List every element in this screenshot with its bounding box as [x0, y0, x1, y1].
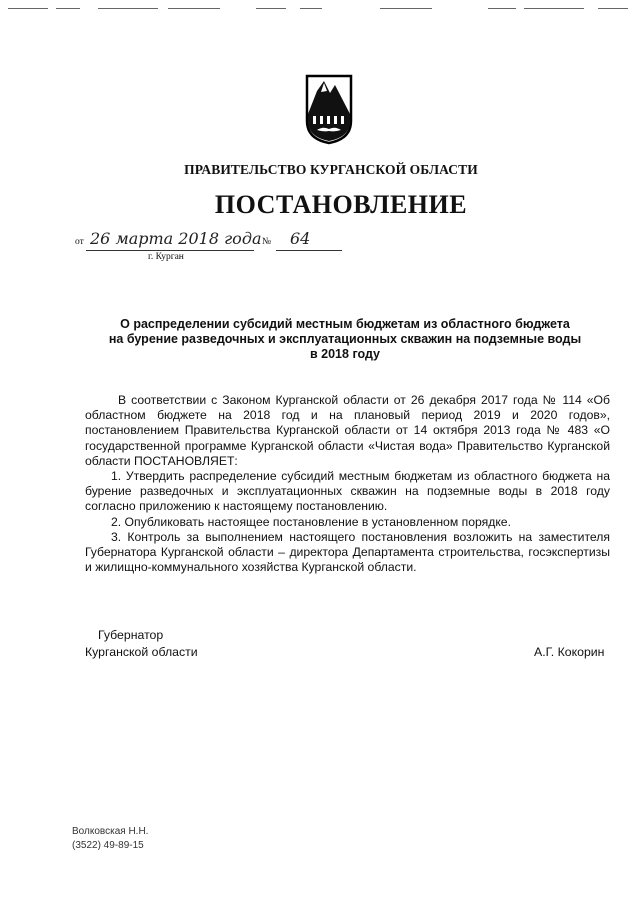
date-underline — [86, 250, 254, 251]
document-type-title: ПОСТАНОВЛЕНИЕ — [214, 190, 468, 219]
city-label: г. Курган — [148, 252, 184, 262]
handwritten-number: 64 — [290, 229, 311, 248]
scan-artifact-lines — [0, 8, 640, 10]
preamble-paragraph: В соответствии с Законом Курганской области от 26 декабря 2017 года № 114 «Об областном бюджете на 2018 год и на плановый период 2019 и 2020 годов», постановлением Правительства Курганской области от 14 октября 2013 года № 483 «О государственной программе Курганской области «Чистая вода» Правительство Курганской области ПОСТАНОВЛЯЕТ: — [85, 393, 610, 468]
government-title: ПРАВИТЕЛЬСТВО КУРГАНСКОЙ ОБЛАСТИ — [184, 162, 478, 177]
signatory-position — [85, 627, 198, 661]
executor-info — [72, 825, 148, 853]
clause-3: 3. Контроль за выполнением настоящего постановления возложить на заместителя Губернатора Курганской области – директора Департамента строительства, госэкспертизы и жилищно-коммунального хозяйства Курганской области. — [85, 529, 610, 575]
executor-phone: (3522) 49-89-15 — [72, 840, 144, 851]
document-body — [85, 393, 610, 575]
number-underline — [276, 250, 342, 251]
clause-2: 2. Опубликовать настоящее постановление в установленном порядке. — [111, 514, 511, 529]
subject-line-1: О распределении субсидий местным бюджетам из областного бюджета — [120, 317, 570, 331]
clause-1: 1. Утвердить распределение субсидий местным бюджетам из областного бюджета на бурение разведочных и эксплуатационных скважин на подземные воды в 2018 году согласно приложению к настоящему постановлению. — [85, 469, 610, 514]
position-line-1: Губернатор — [98, 628, 164, 642]
number-label: № — [262, 237, 272, 247]
coat-of-arms-emblem — [304, 73, 354, 145]
signatory-name: А.Г. Кокорин — [534, 645, 605, 659]
date-from-label: от — [75, 237, 84, 247]
subject-line-3: в 2018 году — [310, 347, 380, 361]
position-line-2: Курганской области — [85, 645, 198, 659]
handwritten-date: 26 марта 2018 года — [90, 229, 262, 248]
subject-line-2: на бурение разведочных и эксплуатационных скважин на подземные воды — [108, 332, 582, 346]
document-subject — [60, 317, 630, 362]
executor-name: Волковская Н.Н. — [72, 826, 149, 837]
